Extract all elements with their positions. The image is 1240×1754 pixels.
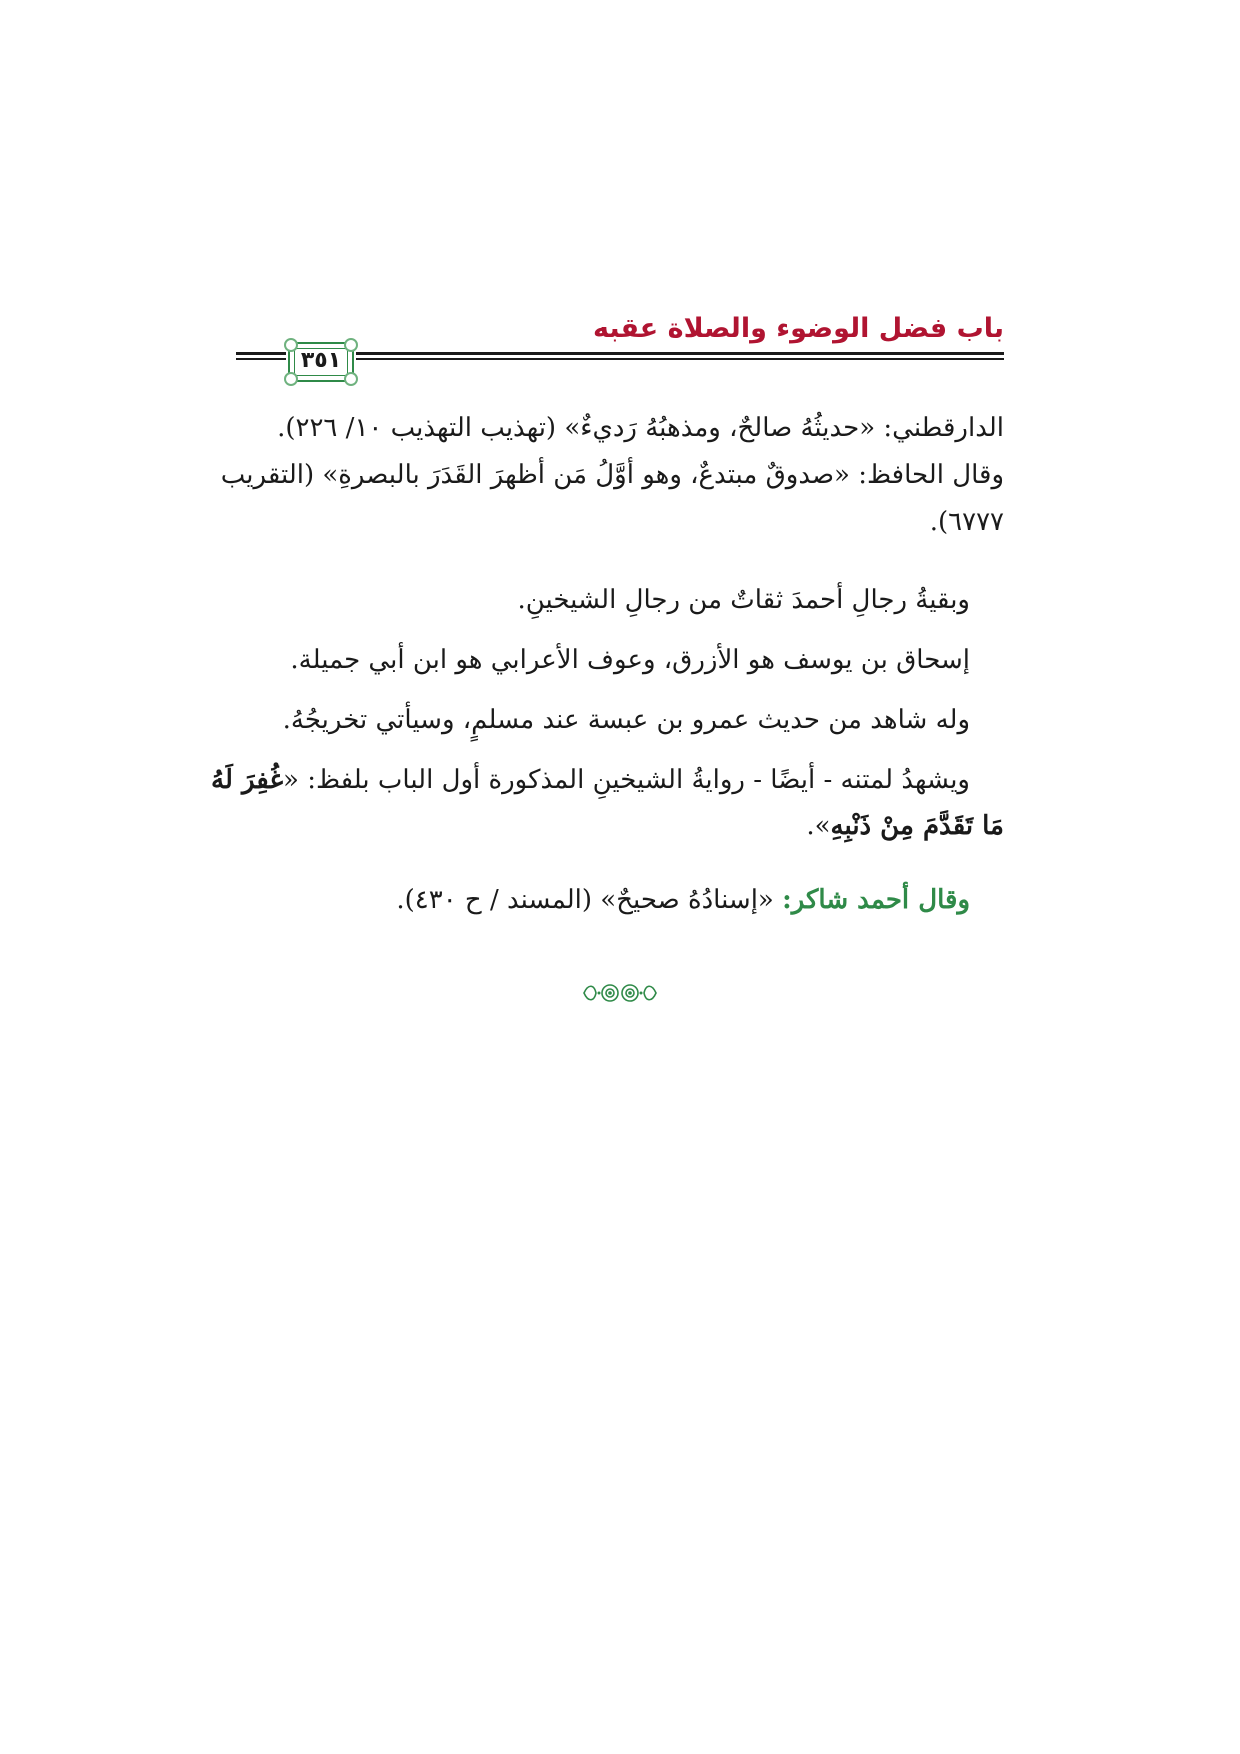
scholar-name: وقال أحمد شاكر:: [782, 885, 970, 915]
hadith-quote-end: مَا تَقَدَّمَ مِنْ ذَنْبِهِ: [830, 811, 1004, 841]
hadith-quote-start: غُفِرَ لَهُ: [211, 765, 284, 795]
paragraph-6-text: «إسنادُهُ صحيحٌ» (المسند / ح ٤٣٠).: [396, 885, 783, 915]
paragraph-6: [396, 880, 970, 920]
paragraph-2: وبقيةُ رجالِ أحمدَ ثقاتٌ من رجالِ الشيخينِ.: [517, 585, 970, 615]
frame-corner-icon: [344, 372, 358, 386]
header-rule-left: [236, 352, 286, 355]
paragraph-1-line-2: وقال الحافظ: «صدوقٌ مبتدعٌ، وهو أوَّلُ مَن أظهرَ القَدَرَ بالبصرةِ» (التقريب: [220, 460, 1004, 490]
paragraph-5-text: ويشهدُ لمتنه - أيضًا - روايةُ الشيخينِ المذكورة أول الباب بلفظ: «: [283, 765, 970, 795]
paragraph-1-line-1: الدارقطني: «حديثُهُ صالحٌ، ومذهبُهُ رَديءٌ» (تهذيب التهذيب ١٠/ ٢٢٦).: [277, 413, 1004, 443]
paragraph-3: إسحاق بن يوسف هو الأزرق، وعوف الأعرابي هو ابن أبي جميلة.: [290, 645, 970, 675]
paragraph-1-line-3: ٦٧٧٧).: [929, 507, 1004, 537]
paragraph-5-line-2: [806, 806, 1004, 846]
frame-corner-icon: [284, 372, 298, 386]
header-rule-right: [356, 352, 1004, 355]
paragraph-5-closing: ».: [806, 811, 831, 841]
running-title: باب فضل الوضوء والصلاة عقبه: [592, 313, 1004, 344]
paragraph-4: وله شاهد من حديث عمرو بن عبسة عند مسلمٍ، وسيأتي تخريجُهُ.: [282, 705, 970, 735]
header-rule-left-thin: [236, 358, 286, 360]
page-number: ٣٥١: [300, 348, 342, 373]
page-number-badge: [288, 342, 354, 382]
floral-divider-icon: [580, 978, 660, 1008]
paragraph-5-line-1: [211, 760, 970, 800]
header-rule-right-thin: [356, 358, 1004, 360]
